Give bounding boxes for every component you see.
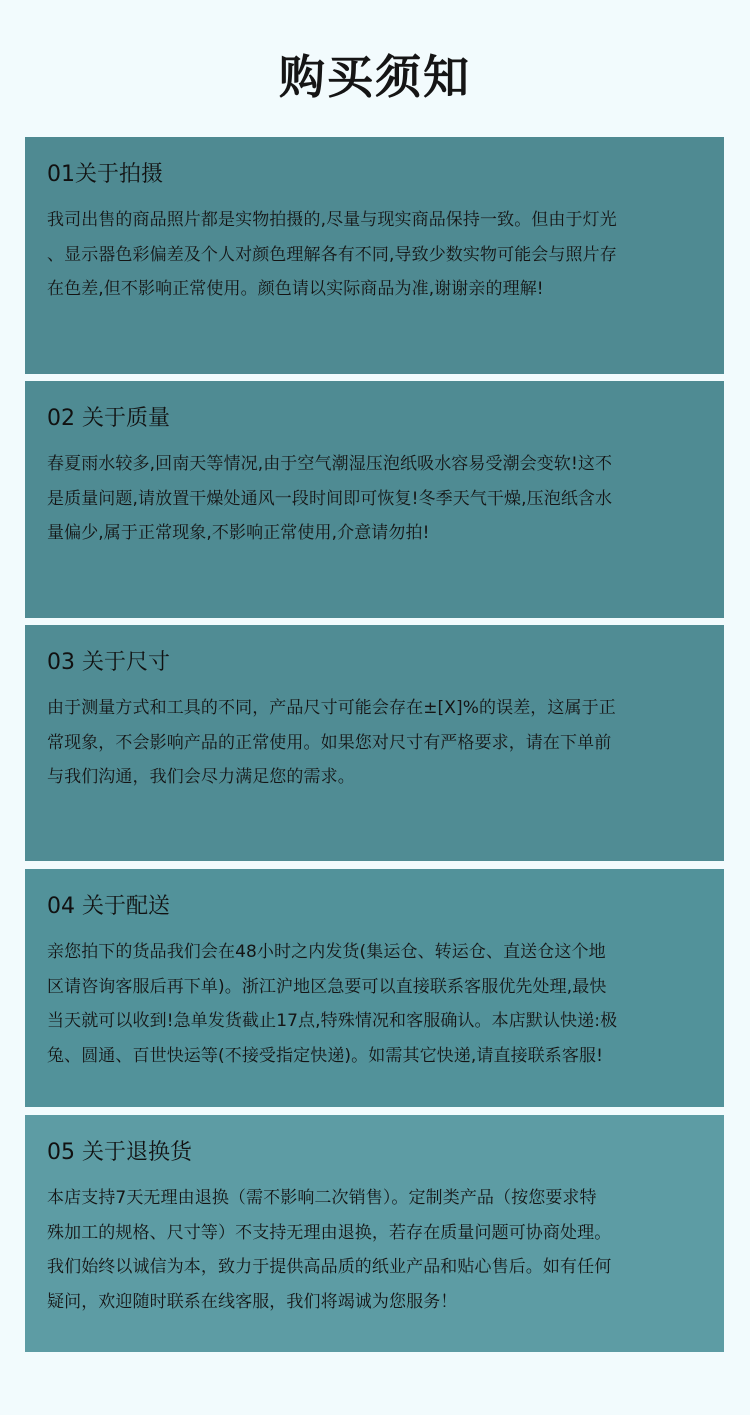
section-body bbox=[47, 935, 697, 1073]
section-title: 05 关于退换货 bbox=[47, 1140, 192, 1165]
body-line: 兔、圆通、百世快运等(不接受指定快递)。如需其它快递,请直接联系客服! bbox=[47, 1045, 603, 1066]
body-line: 亲您拍下的货品我们会在48小时之内发货(集运仓、转运仓、直送仓这个地 bbox=[47, 942, 606, 962]
section-title: 02 关于质量 bbox=[47, 406, 170, 431]
section-title: 01关于拍摄 bbox=[47, 162, 163, 187]
section-quality bbox=[25, 381, 724, 618]
body-line: 与我们沟通，我们会尽力满足您的需求。 bbox=[47, 767, 355, 787]
section-title: 04 关于配送 bbox=[47, 894, 170, 919]
section-body bbox=[47, 203, 697, 307]
body-line: 常现象，不会影响产品的正常使用。如果您对尺寸有严格要求，请在下单前 bbox=[47, 732, 612, 753]
section-body bbox=[47, 691, 697, 795]
body-line: 疑问，欢迎随时联系在线客服，我们将竭诚为您服务！ bbox=[47, 1291, 458, 1312]
page-title: 购买须知 bbox=[279, 50, 471, 104]
section-delivery bbox=[25, 869, 724, 1107]
body-line: 区请咨询客服后再下单)。浙江沪地区急要可以直接联系客服优先处理,最快 bbox=[47, 976, 607, 997]
body-line: 殊加工的规格、尺寸等）不支持无理由退换，若存在质量问题可协商处理。 bbox=[47, 1222, 612, 1243]
body-line: 量偏少,属于正常现象,不影响正常使用,介意请勿拍! bbox=[47, 523, 430, 543]
section-title: 03 关于尺寸 bbox=[47, 650, 170, 675]
body-line: 当天就可以收到!急单发货截止17点,特殊情况和客服确认。本店默认快递:极 bbox=[47, 1011, 618, 1031]
body-line: 是质量问题,请放置干燥处通风一段时间即可恢复!冬季天气干燥,压泡纸含水 bbox=[47, 488, 613, 509]
section-body bbox=[47, 1181, 697, 1319]
body-line: 我们始终以诚信为本，致力于提供高品质的纸业产品和贴心售后。如有任何 bbox=[47, 1257, 612, 1277]
body-line: 、显示器色彩偏差及个人对颜色理解各有不同,导致少数实物可能会与照片存 bbox=[47, 244, 617, 265]
section-body bbox=[47, 447, 697, 551]
body-line: 本店支持7天无理由退换（需不影响二次销售）。定制类产品（按您要求特 bbox=[47, 1188, 597, 1208]
section-photography bbox=[25, 137, 724, 374]
section-size bbox=[25, 625, 724, 861]
body-line: 我司出售的商品照片都是实物拍摄的,尽量与现实商品保持一致。但由于灯光 bbox=[47, 210, 617, 230]
section-returns bbox=[25, 1115, 724, 1352]
body-line: 春夏雨水较多,回南天等情况,由于空气潮湿压泡纸吸水容易受潮会变软!这不 bbox=[47, 454, 613, 474]
body-line: 在色差,但不影响正常使用。颜色请以实际商品为准,谢谢亲的理解! bbox=[47, 279, 544, 299]
body-line: 由于测量方式和工具的不同，产品尺寸可能会存在±[X]%的误差，这属于正 bbox=[47, 698, 616, 718]
